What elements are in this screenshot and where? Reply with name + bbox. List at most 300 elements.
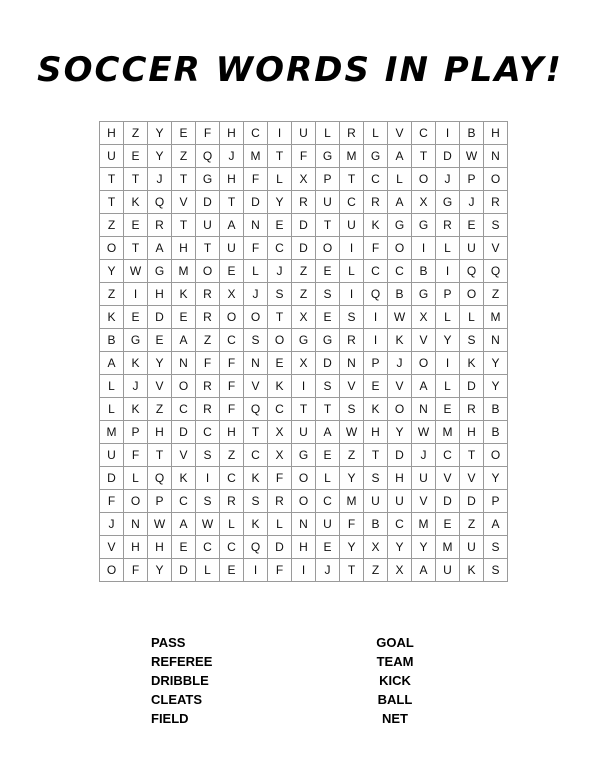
grid-cell: H [220, 168, 244, 191]
grid-cell: R [196, 306, 220, 329]
grid-cell: U [316, 191, 340, 214]
grid-cell: L [340, 260, 364, 283]
grid-cell: N [124, 513, 148, 536]
grid-cell: X [292, 306, 316, 329]
grid-cell: L [460, 306, 484, 329]
grid-cell: J [220, 145, 244, 168]
grid-cell: G [316, 329, 340, 352]
grid-cell: N [484, 329, 508, 352]
grid-cell: O [412, 352, 436, 375]
grid-cell: H [100, 122, 124, 145]
grid-cell: G [292, 444, 316, 467]
grid-cell: I [268, 122, 292, 145]
grid-cell: Y [484, 352, 508, 375]
grid-cell: W [148, 513, 172, 536]
grid-cell: V [412, 329, 436, 352]
grid-cell: Q [484, 260, 508, 283]
grid-cell: C [388, 513, 412, 536]
grid-cell: I [436, 122, 460, 145]
grid-cell: P [124, 421, 148, 444]
grid-cell: O [292, 490, 316, 513]
grid-cell: Y [412, 536, 436, 559]
grid-cell: Z [100, 214, 124, 237]
grid-cell: O [172, 375, 196, 398]
grid-cell: C [244, 444, 268, 467]
grid-cell: C [268, 237, 292, 260]
grid-cell: R [436, 214, 460, 237]
grid-cell: U [292, 421, 316, 444]
grid-cell: Y [100, 260, 124, 283]
grid-cell: E [316, 536, 340, 559]
grid-cell: V [388, 122, 412, 145]
grid-cell: O [316, 237, 340, 260]
grid-cell: A [412, 375, 436, 398]
grid-cell: H [148, 536, 172, 559]
grid-cell: F [268, 467, 292, 490]
grid-cell: F [364, 237, 388, 260]
grid-cell: U [364, 490, 388, 513]
grid-cell: P [148, 490, 172, 513]
grid-cell: A [100, 352, 124, 375]
grid-cell: I [124, 283, 148, 306]
grid-cell: C [172, 490, 196, 513]
word-list-item: REFEREE [151, 654, 213, 669]
grid-cell: U [436, 559, 460, 582]
grid-cell: T [100, 191, 124, 214]
grid-cell: Q [148, 191, 172, 214]
grid-cell: T [172, 214, 196, 237]
grid-cell: V [388, 375, 412, 398]
grid-cell: L [436, 306, 460, 329]
grid-cell: K [124, 398, 148, 421]
grid-cell: S [268, 283, 292, 306]
grid-cell: V [148, 375, 172, 398]
grid-cell: F [220, 398, 244, 421]
grid-cell: S [484, 559, 508, 582]
grid-row [100, 536, 508, 559]
grid-cell: E [124, 214, 148, 237]
grid-cell: O [220, 306, 244, 329]
grid-cell: C [436, 444, 460, 467]
grid-cell: Q [460, 260, 484, 283]
grid-cell: E [172, 536, 196, 559]
grid-cell: O [100, 559, 124, 582]
grid-cell: L [268, 168, 292, 191]
grid-cell: G [388, 214, 412, 237]
grid-cell: M [436, 421, 460, 444]
grid-cell: J [268, 260, 292, 283]
grid-cell: D [292, 214, 316, 237]
grid-cell: C [172, 398, 196, 421]
grid-cell: D [388, 444, 412, 467]
grid-cell: R [220, 490, 244, 513]
grid-cell: Z [292, 283, 316, 306]
grid-cell: Y [484, 467, 508, 490]
grid-cell: T [364, 444, 388, 467]
grid-cell: U [316, 513, 340, 536]
grid-cell: F [244, 168, 268, 191]
grid-cell: E [268, 214, 292, 237]
grid-cell: V [100, 536, 124, 559]
grid-cell: E [172, 122, 196, 145]
grid-cell: I [364, 329, 388, 352]
grid-cell: I [436, 260, 460, 283]
grid-cell: D [292, 237, 316, 260]
grid-cell: W [412, 421, 436, 444]
grid-cell: X [388, 559, 412, 582]
grid-cell: S [244, 490, 268, 513]
grid-cell: O [460, 283, 484, 306]
grid-cell: O [244, 306, 268, 329]
grid-row [100, 421, 508, 444]
grid-cell: Z [220, 444, 244, 467]
grid-cell: E [124, 306, 148, 329]
grid-row [100, 191, 508, 214]
grid-cell: T [244, 421, 268, 444]
grid-cell: Z [364, 559, 388, 582]
word-list-item: BALL [377, 692, 413, 707]
grid-cell: N [244, 352, 268, 375]
grid-cell: Z [124, 122, 148, 145]
grid-cell: T [172, 168, 196, 191]
grid-cell: O [388, 398, 412, 421]
grid-cell: U [100, 145, 124, 168]
grid-cell: S [244, 329, 268, 352]
grid-cell: Q [244, 536, 268, 559]
word-list-item: GOAL [376, 635, 414, 650]
grid-cell: A [412, 559, 436, 582]
grid-cell: E [124, 145, 148, 168]
grid-cell: I [340, 237, 364, 260]
grid-cell: S [316, 283, 340, 306]
grid-cell: U [460, 237, 484, 260]
grid-cell: D [268, 536, 292, 559]
grid-cell: M [340, 490, 364, 513]
grid-cell: P [460, 168, 484, 191]
grid-cell: K [100, 306, 124, 329]
grid-cell: I [436, 352, 460, 375]
grid-cell: S [460, 329, 484, 352]
grid-cell: C [220, 536, 244, 559]
grid-cell: D [244, 191, 268, 214]
grid-cell: T [460, 444, 484, 467]
grid-cell: H [220, 421, 244, 444]
grid-cell: O [124, 490, 148, 513]
grid-cell: L [244, 260, 268, 283]
grid-cell: I [292, 375, 316, 398]
grid-cell: D [100, 467, 124, 490]
grid-cell: J [100, 513, 124, 536]
grid-cell: C [196, 536, 220, 559]
grid-cell: G [124, 329, 148, 352]
grid-row [100, 375, 508, 398]
grid-cell: V [484, 237, 508, 260]
grid-cell: V [436, 467, 460, 490]
grid-cell: D [436, 145, 460, 168]
grid-cell: O [196, 260, 220, 283]
grid-row [100, 306, 508, 329]
grid-cell: Z [172, 145, 196, 168]
grid-cell: N [412, 398, 436, 421]
grid-cell: E [172, 306, 196, 329]
grid-cell: T [268, 145, 292, 168]
grid-cell: W [124, 260, 148, 283]
page-title: SOCCER WORDS IN PLAY! [37, 50, 563, 90]
grid-cell: P [316, 168, 340, 191]
grid-cell: Z [460, 513, 484, 536]
grid-cell: V [172, 444, 196, 467]
grid-cell: F [124, 559, 148, 582]
grid-cell: Q [364, 283, 388, 306]
grid-cell: A [316, 421, 340, 444]
grid-cell: E [436, 398, 460, 421]
grid-cell: X [364, 536, 388, 559]
grid-cell: P [484, 490, 508, 513]
grid-cell: U [100, 444, 124, 467]
grid-cell: E [436, 513, 460, 536]
word-list-item: CLEATS [151, 692, 203, 707]
grid-cell: Y [484, 375, 508, 398]
grid-cell: T [124, 168, 148, 191]
grid-cell: D [436, 490, 460, 513]
grid-cell: S [484, 536, 508, 559]
grid-cell: J [460, 191, 484, 214]
grid-cell: F [196, 122, 220, 145]
grid-cell: L [268, 513, 292, 536]
grid-cell: L [100, 398, 124, 421]
grid-cell: B [412, 260, 436, 283]
grid-cell: N [340, 352, 364, 375]
word-search-grid [99, 121, 508, 582]
grid-cell: Z [100, 283, 124, 306]
grid-cell: R [268, 490, 292, 513]
grid-cell: U [460, 536, 484, 559]
grid-row [100, 329, 508, 352]
grid-cell: U [340, 214, 364, 237]
grid-cell: S [340, 398, 364, 421]
grid-cell: L [436, 237, 460, 260]
grid-cell: H [388, 467, 412, 490]
grid-cell: R [340, 329, 364, 352]
word-list-item: NET [382, 711, 408, 726]
grid-cell: G [292, 329, 316, 352]
grid-cell: T [148, 444, 172, 467]
grid-cell: V [460, 467, 484, 490]
grid-cell: H [124, 536, 148, 559]
grid-cell: R [460, 398, 484, 421]
grid-cell: I [412, 237, 436, 260]
grid-cell: E [460, 214, 484, 237]
grid-cell: D [460, 490, 484, 513]
grid-row [100, 513, 508, 536]
grid-cell: J [124, 375, 148, 398]
grid-cell: Z [484, 283, 508, 306]
grid-cell: B [484, 421, 508, 444]
grid-cell: O [292, 467, 316, 490]
grid-row [100, 145, 508, 168]
grid-cell: H [172, 237, 196, 260]
grid-cell: L [388, 168, 412, 191]
grid-cell: L [100, 375, 124, 398]
grid-cell: H [460, 421, 484, 444]
grid-cell: T [340, 168, 364, 191]
grid-cell: F [124, 444, 148, 467]
grid-cell: S [316, 375, 340, 398]
grid-cell: Q [148, 467, 172, 490]
word-list-item: FIELD [151, 711, 189, 726]
grid-cell: M [244, 145, 268, 168]
grid-cell: Y [340, 467, 364, 490]
grid-cell: U [388, 490, 412, 513]
grid-cell: A [484, 513, 508, 536]
grid-cell: K [460, 559, 484, 582]
grid-cell: X [292, 168, 316, 191]
grid-cell: U [196, 214, 220, 237]
grid-cell: G [148, 260, 172, 283]
grid-cell: S [196, 490, 220, 513]
grid-cell: W [388, 306, 412, 329]
grid-row [100, 490, 508, 513]
grid-cell: Y [268, 191, 292, 214]
grid-cell: Y [388, 421, 412, 444]
grid-cell: M [436, 536, 460, 559]
grid-cell: M [484, 306, 508, 329]
grid-cell: L [196, 559, 220, 582]
grid-cell: G [316, 145, 340, 168]
grid-cell: E [220, 559, 244, 582]
grid-cell: Z [292, 260, 316, 283]
grid-cell: X [412, 191, 436, 214]
grid-cell: C [220, 467, 244, 490]
grid-cell: H [220, 122, 244, 145]
grid-cell: N [244, 214, 268, 237]
grid-cell: C [364, 260, 388, 283]
grid-cell: B [460, 122, 484, 145]
grid-cell: W [460, 145, 484, 168]
grid-cell: A [388, 145, 412, 168]
grid-row [100, 444, 508, 467]
grid-cell: H [292, 536, 316, 559]
grid-cell: O [100, 237, 124, 260]
grid-cell: Q [196, 145, 220, 168]
grid-row [100, 237, 508, 260]
grid-cell: S [340, 306, 364, 329]
grid-cell: J [148, 168, 172, 191]
grid-cell: G [364, 145, 388, 168]
grid-cell: L [124, 467, 148, 490]
grid-cell: L [220, 513, 244, 536]
grid-cell: V [340, 375, 364, 398]
grid-cell: C [244, 122, 268, 145]
grid-cell: H [364, 421, 388, 444]
grid-cell: T [412, 145, 436, 168]
grid-cell: O [388, 237, 412, 260]
grid-cell: G [436, 191, 460, 214]
grid-cell: A [172, 513, 196, 536]
grid-cell: R [364, 191, 388, 214]
grid-cell: D [172, 559, 196, 582]
grid-cell: X [268, 444, 292, 467]
grid-cell: B [100, 329, 124, 352]
grid-cell: X [220, 283, 244, 306]
grid-cell: A [220, 214, 244, 237]
grid-cell: N [484, 145, 508, 168]
grid-cell: D [196, 191, 220, 214]
grid-cell: R [148, 214, 172, 237]
grid-cell: E [364, 375, 388, 398]
grid-cell: O [484, 168, 508, 191]
grid-cell: V [244, 375, 268, 398]
grid-cell: R [196, 283, 220, 306]
grid-cell: Y [148, 559, 172, 582]
grid-cell: R [340, 122, 364, 145]
grid-cell: E [148, 329, 172, 352]
grid-cell: O [484, 444, 508, 467]
grid-cell: G [412, 283, 436, 306]
grid-cell: F [268, 559, 292, 582]
grid-cell: B [388, 283, 412, 306]
grid-cell: N [172, 352, 196, 375]
grid-cell: L [436, 375, 460, 398]
grid-cell: Y [436, 329, 460, 352]
grid-cell: A [388, 191, 412, 214]
grid-cell: Y [148, 122, 172, 145]
grid-cell: N [292, 513, 316, 536]
grid-cell: M [100, 421, 124, 444]
grid-row [100, 168, 508, 191]
grid-cell: I [196, 467, 220, 490]
grid-cell: I [364, 306, 388, 329]
grid-cell: J [244, 283, 268, 306]
grid-cell: H [148, 283, 172, 306]
grid-cell: M [412, 513, 436, 536]
grid-cell: E [316, 306, 340, 329]
grid-cell: Q [244, 398, 268, 421]
grid-cell: H [484, 122, 508, 145]
grid-cell: S [196, 444, 220, 467]
grid-cell: J [412, 444, 436, 467]
grid-cell: H [148, 421, 172, 444]
grid-cell: V [412, 490, 436, 513]
grid-cell: T [100, 168, 124, 191]
grid-cell: G [196, 168, 220, 191]
grid-cell: P [436, 283, 460, 306]
grid-cell: E [268, 352, 292, 375]
grid-cell: T [340, 559, 364, 582]
grid-cell: T [124, 237, 148, 260]
grid-cell: I [292, 559, 316, 582]
grid-cell: C [340, 191, 364, 214]
grid-cell: K [364, 214, 388, 237]
grid-cell: O [268, 329, 292, 352]
grid-cell: K [244, 467, 268, 490]
grid-cell: L [316, 122, 340, 145]
grid-cell: C [412, 122, 436, 145]
grid-cell: F [340, 513, 364, 536]
grid-cell: K [244, 513, 268, 536]
grid-cell: P [364, 352, 388, 375]
grid-row [100, 559, 508, 582]
grid-cell: J [436, 168, 460, 191]
grid-cell: O [412, 168, 436, 191]
grid-row [100, 214, 508, 237]
grid-row [100, 122, 508, 145]
grid-cell: Y [340, 536, 364, 559]
grid-cell: D [148, 306, 172, 329]
grid-cell: J [316, 559, 340, 582]
grid-cell: F [100, 490, 124, 513]
grid-cell: S [364, 467, 388, 490]
